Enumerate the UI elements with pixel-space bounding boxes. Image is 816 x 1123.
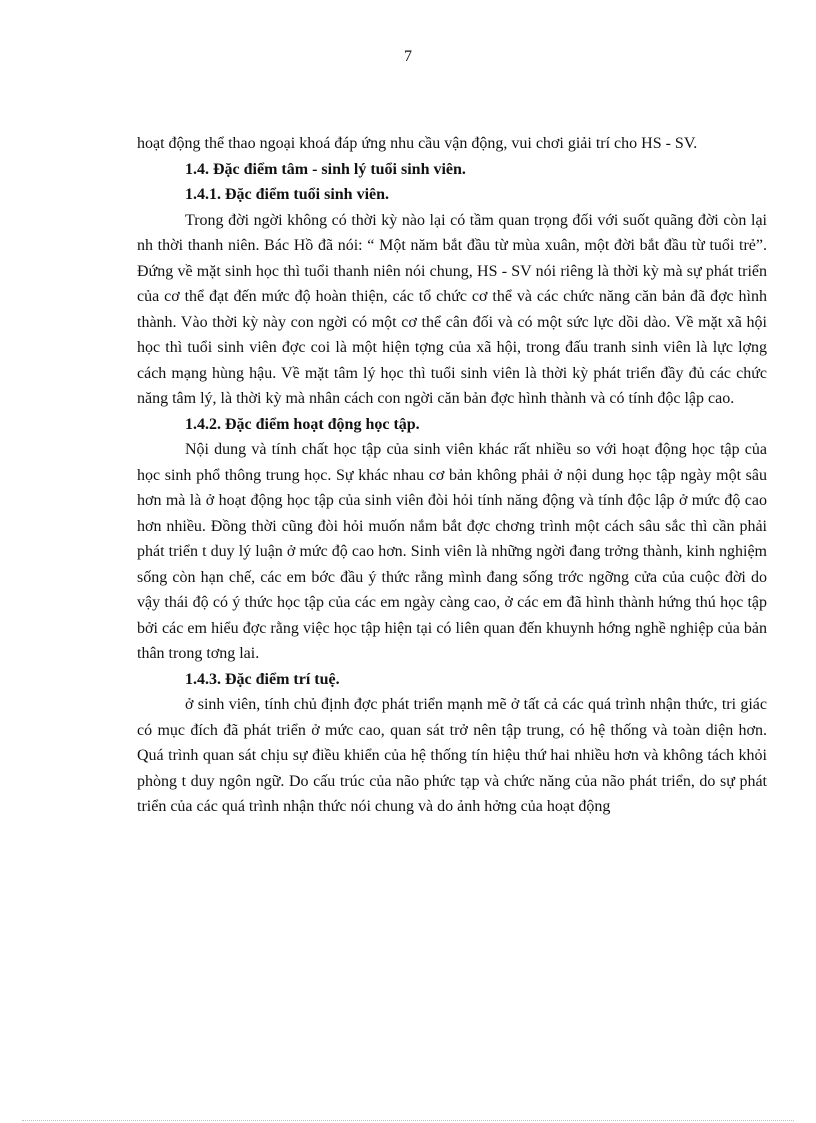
section-heading-1-4: 1.4. Đặc điểm tâm - sinh lý tuổi sinh viên. bbox=[185, 160, 466, 178]
subsection-heading-1-4-3: 1.4.3. Đặc điểm trí tuệ. bbox=[185, 670, 340, 688]
subsection-heading-1-4-1: 1.4.1. Đặc điểm tuổi sinh viên. bbox=[185, 186, 390, 203]
page-number: 7 bbox=[404, 48, 412, 65]
paragraph-learning-activity: Nội dung và tính chất học tập của sinh viên khác rất nhiều so với hoạt động học tập của học sinh phổ thông trung học. Sự khác nhau cơ bản không phải ở nội dung học tập ngày một sâu hơn mà là ở hoạt động học tập của sinh viên đòi hỏi tính năng động và tính độc lập ở mức độ cao hơn nhiều. Đồng thời cũng đòi hỏi muốn nắm bắt đợc chơng trình một cách sâu sắc thì cần phải phát triển t duy lý luận ở mức độ cao hơn. Sinh viên là những ngời đang trởng thành, kinh nghiệm sống còn hạn chế, các em bớc đầu ý thức rằng mình đang sống trớc ngỡng cửa của cuộc đời do vậy thái độ có ý thức học tập của các em ngày càng cao, ở các em đã hình thành hứng thú học tập bởi các em hiểu đợc rằng việc học tập hiện tại có liên quan đến khuynh hớng nghề nghiệp của bản thân trong tơng lai. bbox=[137, 441, 767, 662]
paragraph-student-age: Trong đời ngời không có thời kỳ nào lại có tầm quan trọng đối với suốt quãng đời còn lại nh thời thanh niên. Bác Hồ đã nói: “ Một năm bắt đầu từ mùa xuân, một đời bắt đầu từ tuổi trẻ”. Đứng về mặt sinh học thì tuổi thanh niên nói chung, HS - SV nói riêng là thời kỳ mà sự phát triển của cơ thể đạt đến mức độ hoàn thiện, các tổ chức cơ thể và các chức năng căn bản đã đợc hình thành. Vào thời kỳ này con ngời có một cơ thể cân đối và có một sức lực dồi dào. Về mặt xã hội học thì tuổi sinh viên đợc coi là một hiện tợng của xã hội, trong đấu tranh sinh viên là lực lợng cách mạng hùng hậu. Về mặt tâm lý học thì tuổi sinh viên là thời kỳ phát triển đầy đủ các chức năng tâm lý, là thời kỳ mà nhân cách con ngời căn bản đợc hình thành và có tính độc lập cao. bbox=[137, 211, 767, 407]
document-body bbox=[137, 131, 767, 820]
paragraph-intro: hoạt động thể thao ngoại khoá đáp ứng nhu cầu vận động, vui chơi giải trí cho HS - SV. bbox=[137, 135, 698, 152]
paragraph-intellect: ở sinh viên, tính chủ định đợc phát triển mạnh mẽ ở tất cả các quá trình nhận thức, tri giác có mục đích đã phát triển ở mức cao, quan sát trở nên tập trung, có hệ thống và toàn diện hơn. Quá trình quan sát chịu sự điều khiển của hệ thống tín hiệu thứ hai nhiều hơn và không tách khỏi phòng t duy ngôn ngữ. Do cấu trúc của não phức tạp và chức năng của não phát triển, do sự phát triển của các quá trình nhận thức nói chung và do ảnh hởng của hoạt động bbox=[137, 696, 767, 815]
page-bottom-divider bbox=[22, 1120, 794, 1121]
subsection-heading-1-4-2: 1.4.2. Đặc điểm hoạt động học tập. bbox=[185, 415, 420, 433]
